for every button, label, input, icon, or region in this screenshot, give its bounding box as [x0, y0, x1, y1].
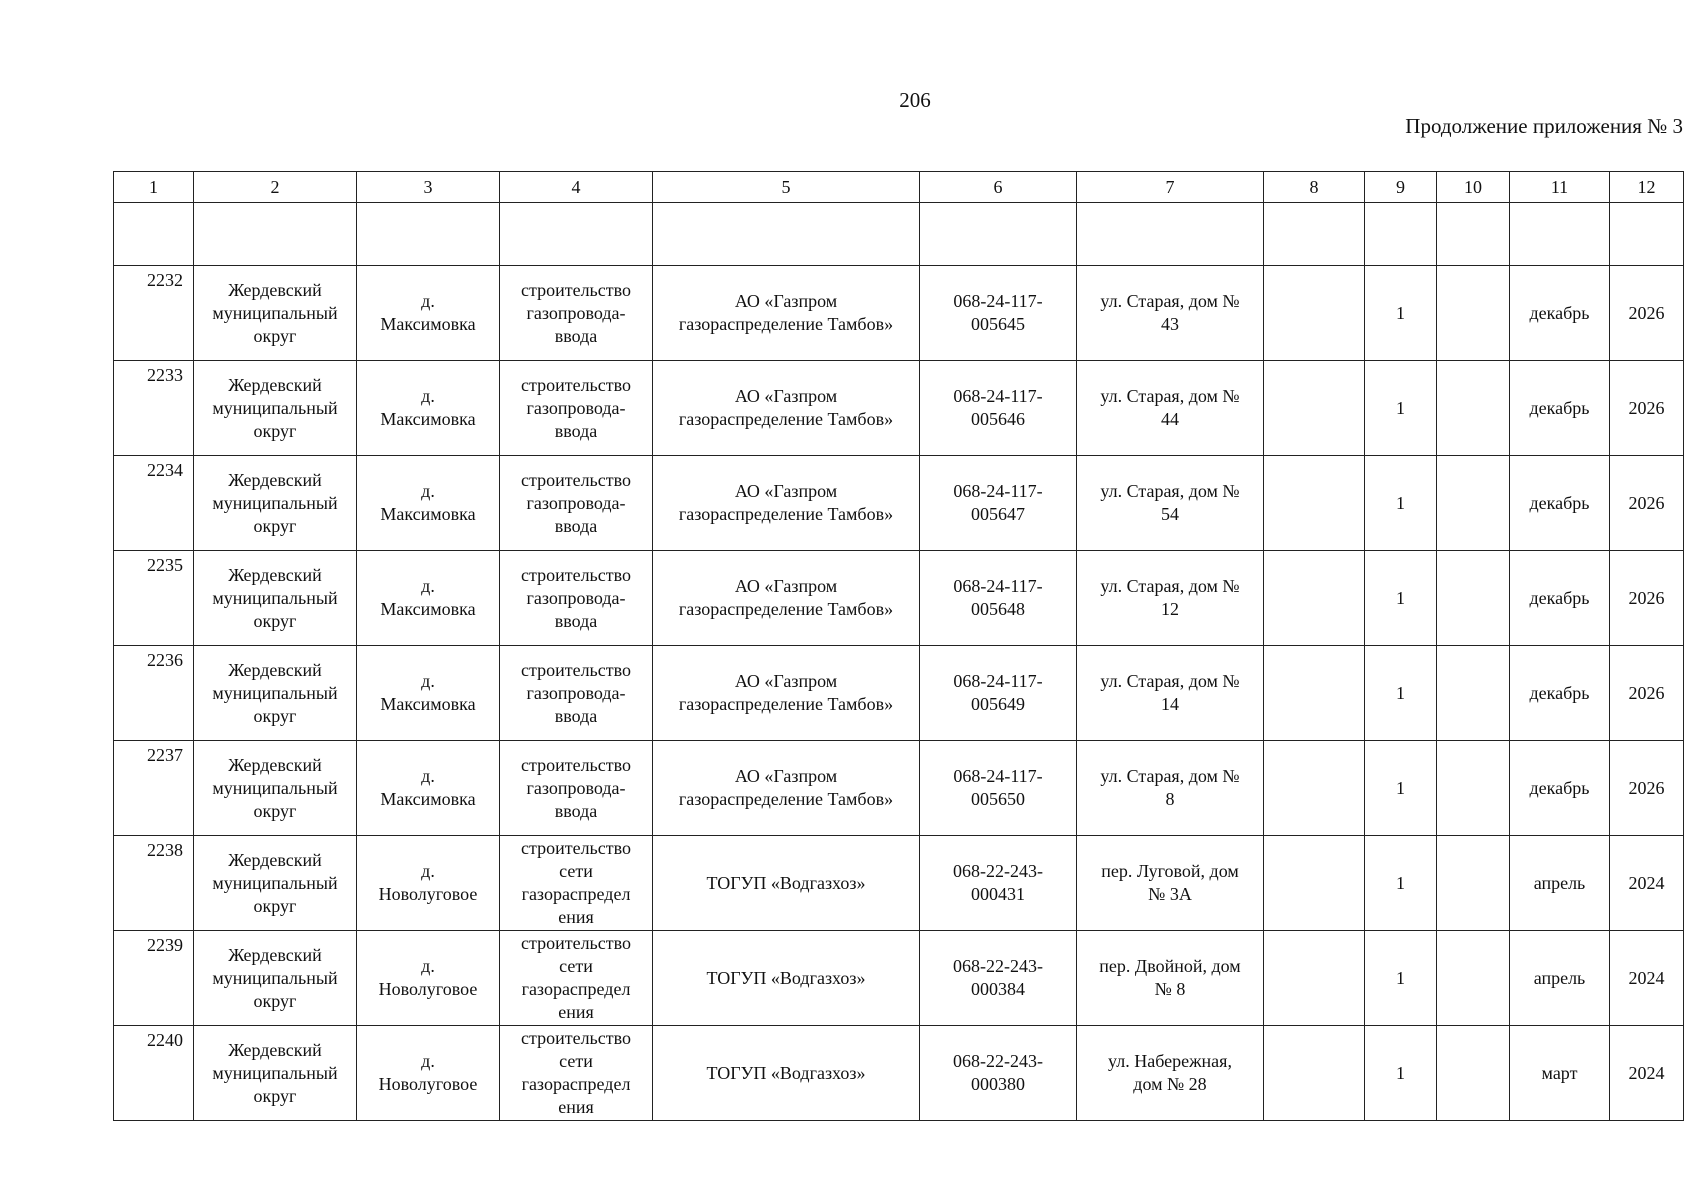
object-code-cell-text: 068-24-117- 005648: [953, 576, 1043, 619]
settlement-cell-text: д. Максимовка: [380, 386, 476, 429]
address-cell: [1077, 931, 1264, 1026]
settlement-cell-text: д. Максимовка: [380, 576, 476, 619]
work-type-cell: [500, 931, 653, 1026]
settlement-cell: [357, 1026, 500, 1121]
quantity-cell-text: 1: [1396, 492, 1405, 513]
quantity-cell: [1365, 931, 1437, 1026]
object-code-cell-text: 068-24-117- 005650: [953, 766, 1043, 809]
year-cell: [1610, 646, 1684, 741]
work-type-cell: [500, 741, 653, 836]
column-header: 9: [1365, 172, 1437, 203]
empty-cell: [1510, 203, 1610, 266]
settlement-cell-text: д. Новолуговое: [378, 861, 478, 904]
year-cell-text: 2024: [1628, 872, 1665, 893]
work-type-cell-text: строительство газопровода- ввода: [521, 469, 631, 536]
column-header: 6: [920, 172, 1077, 203]
organization-cell: [653, 646, 920, 741]
address-cell-text: пер. Двойной, дом № 8: [1099, 956, 1241, 999]
settlement-cell-text: д. Максимовка: [380, 671, 476, 714]
row-number-cell-text: 2233: [147, 365, 183, 385]
row-number-cell-text: 2234: [147, 460, 183, 480]
year-cell-text: 2026: [1628, 492, 1665, 513]
work-type-cell-text: строительство газопровода- ввода: [521, 279, 631, 346]
address-cell-text: ул. Старая, дом № 43: [1100, 291, 1240, 334]
district-cell-text: Жердевский муниципальный округ: [212, 564, 338, 631]
object-code-cell: [920, 836, 1077, 931]
quantity-cell-text: 1: [1396, 302, 1405, 323]
month-cell-text: декабрь: [1529, 492, 1590, 513]
column-header: 10: [1437, 172, 1510, 203]
row-number-cell-text: 2238: [147, 840, 183, 860]
work-type-cell-text: строительство сети газораспредел ения: [521, 933, 631, 1022]
row-number-cell-text: 2232: [147, 270, 183, 290]
column-8-cell: [1264, 1026, 1365, 1121]
organization-cell-text: АО «Газпром газораспределение Тамбов»: [678, 386, 894, 429]
year-cell: [1610, 741, 1684, 836]
empty-cell: [1365, 203, 1437, 266]
organization-cell: [653, 361, 920, 456]
settlement-cell-text: д. Новолуговое: [378, 956, 478, 999]
object-code-cell-text: 068-24-117- 005646: [953, 386, 1043, 429]
column-8-cell: [1264, 646, 1365, 741]
address-cell-text: ул. Старая, дом № 14: [1100, 671, 1240, 714]
row-number-cell: [114, 1026, 194, 1121]
table-row: [114, 931, 1684, 1026]
work-type-cell: [500, 266, 653, 361]
column-header: 8: [1264, 172, 1365, 203]
work-type-cell: [500, 456, 653, 551]
quantity-cell: [1365, 836, 1437, 931]
settlement-cell-text: д. Новолуговое: [378, 1051, 478, 1094]
settlement-cell: [357, 551, 500, 646]
year-cell-text: 2026: [1628, 302, 1665, 323]
address-cell: [1077, 1026, 1264, 1121]
table-row: [114, 646, 1684, 741]
district-cell-text: Жердевский муниципальный округ: [212, 1039, 338, 1106]
organization-cell: [653, 266, 920, 361]
table-row: [114, 361, 1684, 456]
table-row: [114, 456, 1684, 551]
empty-cell: [1610, 203, 1684, 266]
organization-cell-text: ТОГУП «Водгазхоз»: [706, 967, 866, 988]
settlement-cell-text: д. Максимовка: [380, 481, 476, 524]
address-cell: [1077, 266, 1264, 361]
object-code-cell-text: 068-24-117- 005645: [953, 291, 1043, 334]
district-cell-text: Жердевский муниципальный округ: [212, 849, 338, 916]
settlement-cell: [357, 931, 500, 1026]
organization-cell: [653, 551, 920, 646]
row-number-cell: [114, 361, 194, 456]
month-cell-text: декабрь: [1529, 587, 1590, 608]
row-number-cell: [114, 836, 194, 931]
page-number: 206: [899, 88, 931, 112]
settlement-cell: [357, 741, 500, 836]
table-row: [114, 1026, 1684, 1121]
month-cell-text: декабрь: [1529, 397, 1590, 418]
quantity-cell: [1365, 646, 1437, 741]
column-8-cell: [1264, 551, 1365, 646]
empty-cell: [1077, 203, 1264, 266]
column-8-cell: [1264, 456, 1365, 551]
table-row: [114, 836, 1684, 931]
object-code-cell-text: 068-24-117- 005649: [953, 671, 1043, 714]
district-cell: [194, 836, 357, 931]
column-header: 4: [500, 172, 653, 203]
row-number-cell: [114, 741, 194, 836]
column-10-cell: [1437, 1026, 1510, 1121]
row-number-cell-text: 2240: [147, 1030, 183, 1050]
month-cell-text: март: [1541, 1062, 1578, 1083]
quantity-cell: [1365, 361, 1437, 456]
organization-cell: [653, 836, 920, 931]
quantity-cell: [1365, 551, 1437, 646]
address-cell: [1077, 361, 1264, 456]
column-header: 3: [357, 172, 500, 203]
row-number-cell-text: 2236: [147, 650, 183, 670]
district-cell-text: Жердевский муниципальный округ: [212, 469, 338, 536]
settlement-cell: [357, 646, 500, 741]
row-number-cell-text: 2237: [147, 745, 183, 765]
work-type-cell-text: строительство газопровода- ввода: [521, 374, 631, 441]
work-type-cell: [500, 646, 653, 741]
column-8-cell: [1264, 266, 1365, 361]
quantity-cell-text: 1: [1396, 777, 1405, 798]
object-code-cell: [920, 361, 1077, 456]
district-cell-text: Жердевский муниципальный округ: [212, 279, 338, 346]
month-cell-text: декабрь: [1529, 302, 1590, 323]
month-cell: [1510, 361, 1610, 456]
work-type-cell: [500, 1026, 653, 1121]
organization-cell: [653, 931, 920, 1026]
quantity-cell-text: 1: [1396, 397, 1405, 418]
appendix-note: Продолжение приложения № 3: [1405, 114, 1683, 138]
year-cell: [1610, 456, 1684, 551]
object-code-cell: [920, 1026, 1077, 1121]
empty-cell: [357, 203, 500, 266]
district-cell: [194, 361, 357, 456]
work-type-cell-text: строительство сети газораспредел ения: [521, 838, 631, 927]
address-cell-text: пер. Луговой, дом № 3А: [1101, 861, 1239, 904]
work-type-cell-text: строительство газопровода- ввода: [521, 754, 631, 821]
month-cell: [1510, 836, 1610, 931]
column-8-cell: [1264, 931, 1365, 1026]
object-code-cell: [920, 456, 1077, 551]
year-cell-text: 2026: [1628, 682, 1665, 703]
quantity-cell-text: 1: [1396, 967, 1405, 988]
organization-cell: [653, 456, 920, 551]
column-8-cell: [1264, 361, 1365, 456]
address-cell-text: ул. Старая, дом № 44: [1100, 386, 1240, 429]
year-cell-text: 2024: [1628, 1062, 1665, 1083]
year-cell: [1610, 361, 1684, 456]
year-cell-text: 2026: [1628, 587, 1665, 608]
row-number-cell: [114, 456, 194, 551]
column-header: 7: [1077, 172, 1264, 203]
quantity-cell: [1365, 456, 1437, 551]
column-10-cell: [1437, 931, 1510, 1026]
month-cell: [1510, 646, 1610, 741]
object-code-cell: [920, 551, 1077, 646]
empty-cell: [1264, 203, 1365, 266]
address-cell: [1077, 456, 1264, 551]
column-header: 5: [653, 172, 920, 203]
organization-cell-text: АО «Газпром газораспределение Тамбов»: [678, 291, 894, 334]
organization-cell: [653, 1026, 920, 1121]
settlement-cell: [357, 361, 500, 456]
table-row: [114, 741, 1684, 836]
row-number-cell-text: 2235: [147, 555, 183, 575]
work-type-cell: [500, 836, 653, 931]
month-cell-text: декабрь: [1529, 682, 1590, 703]
empty-cell: [114, 203, 194, 266]
district-cell-text: Жердевский муниципальный округ: [212, 659, 338, 726]
month-cell: [1510, 551, 1610, 646]
organization-cell-text: ТОГУП «Водгазхоз»: [706, 1062, 866, 1083]
object-code-cell: [920, 741, 1077, 836]
quantity-cell: [1365, 266, 1437, 361]
table-row: [114, 551, 1684, 646]
organization-cell-text: ТОГУП «Водгазхоз»: [706, 872, 866, 893]
column-10-cell: [1437, 741, 1510, 836]
object-code-cell-text: 068-22-243- 000380: [953, 1051, 1043, 1094]
address-cell-text: ул. Старая, дом № 12: [1100, 576, 1240, 619]
table-row: [114, 266, 1684, 361]
object-code-cell-text: 068-24-117- 005647: [953, 481, 1043, 524]
organization-cell-text: АО «Газпром газораспределение Тамбов»: [678, 576, 894, 619]
district-cell: [194, 1026, 357, 1121]
address-cell: [1077, 646, 1264, 741]
settlement-cell: [357, 266, 500, 361]
work-type-cell: [500, 551, 653, 646]
district-cell: [194, 646, 357, 741]
year-cell-text: 2026: [1628, 777, 1665, 798]
work-type-cell-text: строительство газопровода- ввода: [521, 659, 631, 726]
object-code-cell: [920, 646, 1077, 741]
year-cell-text: 2024: [1628, 967, 1665, 988]
month-cell: [1510, 456, 1610, 551]
object-code-cell-text: 068-22-243- 000431: [953, 861, 1043, 904]
month-cell-text: апрель: [1533, 872, 1586, 893]
row-number-cell: [114, 551, 194, 646]
empty-cell: [653, 203, 920, 266]
address-cell-text: ул. Старая, дом № 8: [1100, 766, 1240, 809]
column-10-cell: [1437, 456, 1510, 551]
year-cell: [1610, 551, 1684, 646]
object-code-cell: [920, 266, 1077, 361]
column-header: 2: [194, 172, 357, 203]
quantity-cell-text: 1: [1396, 682, 1405, 703]
empty-cell: [500, 203, 653, 266]
empty-cell: [920, 203, 1077, 266]
column-10-cell: [1437, 551, 1510, 646]
row-number-cell: [114, 931, 194, 1026]
quantity-cell: [1365, 741, 1437, 836]
work-type-cell-text: строительство газопровода- ввода: [521, 564, 631, 631]
month-cell: [1510, 741, 1610, 836]
year-cell: [1610, 1026, 1684, 1121]
organization-cell-text: АО «Газпром газораспределение Тамбов»: [678, 671, 894, 714]
quantity-cell-text: 1: [1396, 872, 1405, 893]
settlement-cell-text: д. Максимовка: [380, 766, 476, 809]
quantity-cell-text: 1: [1396, 1062, 1405, 1083]
work-type-cell-text: строительство сети газораспредел ения: [521, 1028, 631, 1117]
empty-cell: [1437, 203, 1510, 266]
district-cell: [194, 456, 357, 551]
district-cell: [194, 266, 357, 361]
district-cell-text: Жердевский муниципальный округ: [212, 754, 338, 821]
year-cell: [1610, 836, 1684, 931]
settlement-cell: [357, 456, 500, 551]
column-8-cell: [1264, 741, 1365, 836]
settlement-cell-text: д. Максимовка: [380, 291, 476, 334]
empty-cell: [194, 203, 357, 266]
quantity-cell-text: 1: [1396, 587, 1405, 608]
column-header: 11: [1510, 172, 1610, 203]
row-number-cell: [114, 266, 194, 361]
year-cell-text: 2026: [1628, 397, 1665, 418]
address-cell-text: ул. Старая, дом № 54: [1100, 481, 1240, 524]
year-cell: [1610, 266, 1684, 361]
month-cell: [1510, 266, 1610, 361]
work-type-cell: [500, 361, 653, 456]
blank-row: [114, 203, 1684, 266]
column-10-cell: [1437, 646, 1510, 741]
column-10-cell: [1437, 361, 1510, 456]
quantity-cell: [1365, 1026, 1437, 1121]
address-cell-text: ул. Набережная, дом № 28: [1108, 1051, 1232, 1094]
district-cell-text: Жердевский муниципальный округ: [212, 374, 338, 441]
month-cell: [1510, 1026, 1610, 1121]
column-header: 12: [1610, 172, 1684, 203]
column-header: 1: [114, 172, 194, 203]
year-cell: [1610, 931, 1684, 1026]
object-code-cell-text: 068-22-243- 000384: [953, 956, 1043, 999]
district-cell-text: Жердевский муниципальный округ: [212, 944, 338, 1011]
organization-cell: [653, 741, 920, 836]
column-8-cell: [1264, 836, 1365, 931]
address-cell: [1077, 741, 1264, 836]
organization-cell-text: АО «Газпром газораспределение Тамбов»: [678, 766, 894, 809]
column-10-cell: [1437, 266, 1510, 361]
object-code-cell: [920, 931, 1077, 1026]
district-cell: [194, 551, 357, 646]
address-cell: [1077, 551, 1264, 646]
registry-table: [113, 171, 1684, 1121]
month-cell: [1510, 931, 1610, 1026]
row-number-cell: [114, 646, 194, 741]
column-10-cell: [1437, 836, 1510, 931]
address-cell: [1077, 836, 1264, 931]
row-number-cell-text: 2239: [147, 935, 183, 955]
district-cell: [194, 931, 357, 1026]
month-cell-text: декабрь: [1529, 777, 1590, 798]
settlement-cell: [357, 836, 500, 931]
district-cell: [194, 741, 357, 836]
month-cell-text: апрель: [1533, 967, 1586, 988]
organization-cell-text: АО «Газпром газораспределение Тамбов»: [678, 481, 894, 524]
column-number-row: [114, 172, 1684, 203]
